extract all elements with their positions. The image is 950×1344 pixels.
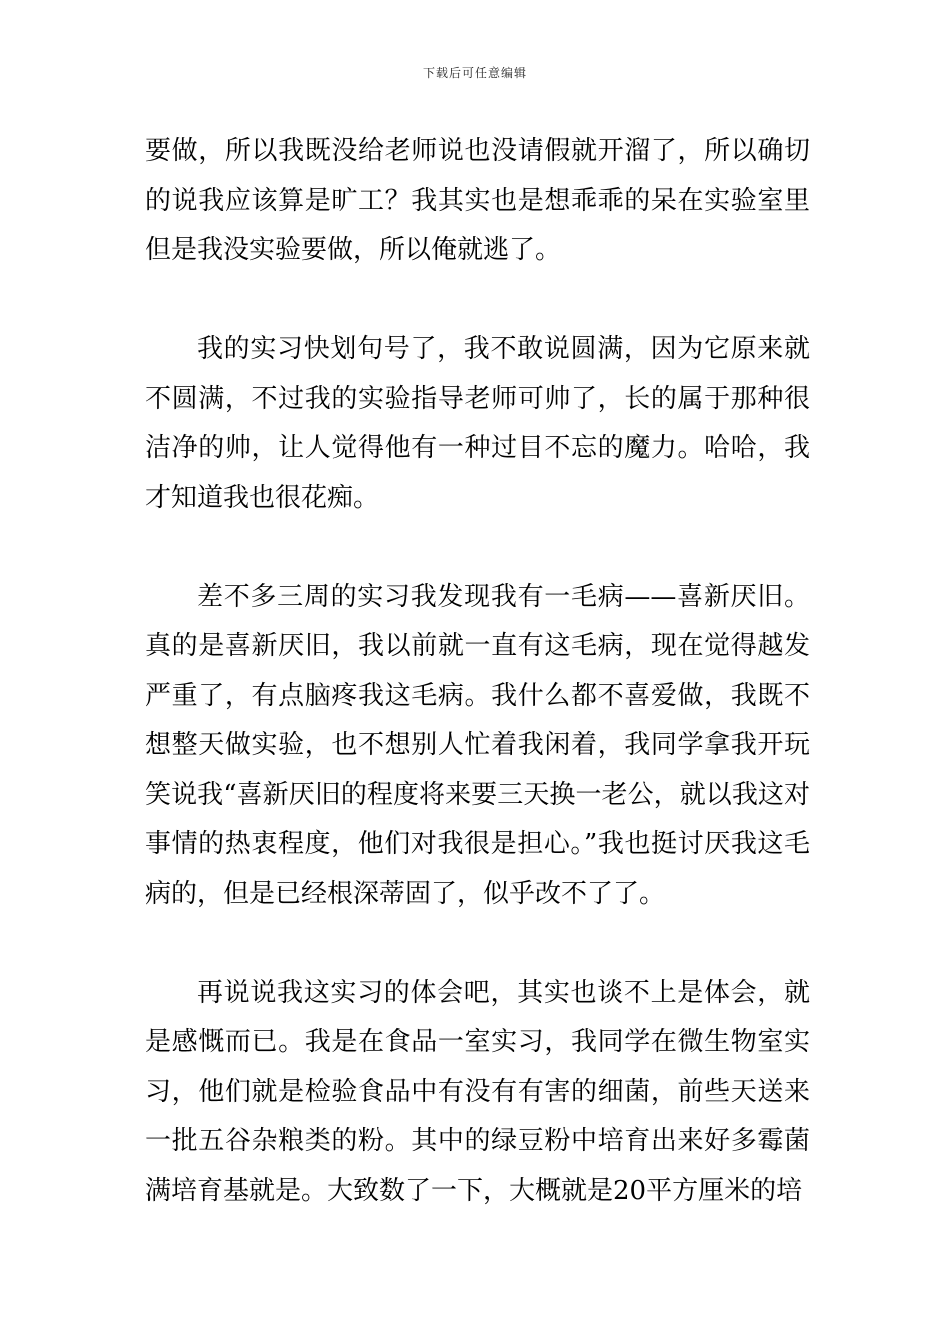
paragraph: 我的实习快划句号了，我不敢说圆满，因为它原来就不圆满，不过我的实验指导老师可帅了，长的属于那种很洁净的帅，让人觉得他有一种过目不忘的魔力。哈哈，我才知道我也很花痴。 xyxy=(145,334,810,513)
document-body xyxy=(145,127,810,1216)
paragraph: 差不多三周的实习我发现我有一毛病——喜新厌旧。真的是喜新厌旧，我以前就一直有这毛病，现在觉得越发严重了，有点脑疼我这毛病。我什么都不喜爱做，我既不想整天做实验，也不想别人忙着我闲着，我同学拿我开玩笑说我“喜新厌旧的程度将来要三天换一老公，就以我这对事情的热衷程度，他们对我很是担心。”我也挺讨厌我这毛病的，但是已经根深蒂固了，似乎改不了了。 xyxy=(145,581,810,909)
paragraph-continued: 要做，所以我既没给老师说也没请假就开溜了，所以确切的说我应该算是旷工？我其实也是想乖乖的呆在实验室里但是我没实验要做，所以俺就逃了。 xyxy=(145,136,810,265)
page-header-note: 下载后可任意编辑 xyxy=(422,66,527,80)
paragraph: 再说说我这实习的体会吧，其实也谈不上是体会，就是感慨而已。我是在食品一室实习，我同学在微生物室实习，他们就是检验食品中有没有有害的细菌，前些天送来一批五谷杂粮类的粉。其中的绿豆粉中培育出来好多霉菌满培育基就是。大致数了一下，大概就是20平方厘米的培 xyxy=(145,977,810,1206)
